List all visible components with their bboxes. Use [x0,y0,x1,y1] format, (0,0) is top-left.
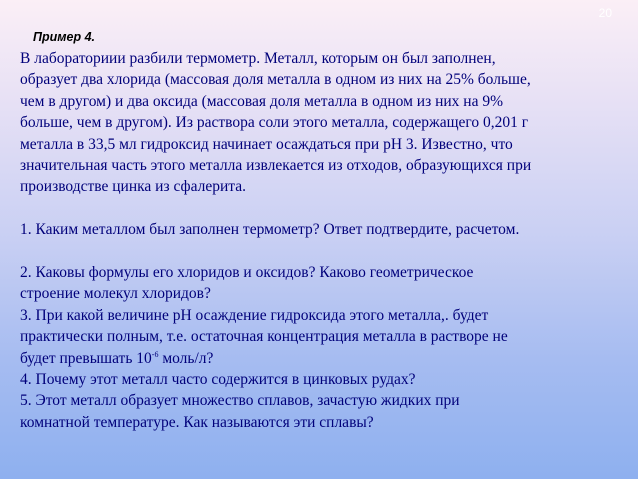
problem-line-2: образует два хлорида (массовая доля металла в одном из них на 25% больше, [20,71,531,89]
spacer [20,198,632,219]
slide-body [20,48,632,433]
question-1: 1. Каким металлом был заполнен термометр? Ответ подтвердите, расчетом. [20,221,520,239]
problem-line-3: чем в другом) и два оксида (массовая доля металла в одном из них на 9% [20,92,503,110]
question-3-line-2: практически полным, т.е. остаточная концентрация металла в растворе не [20,328,508,346]
q3-text-after: моль/л? [158,349,214,367]
example-heading: Пример 4. [33,30,95,44]
question-5-line-1: 5. Этот металл образует множество сплавов, зачастую жидких при [20,392,460,410]
question-4: 4. Почему этот металл часто содержится в цинковых рудах? [20,371,416,389]
q3-text-before: будет превышать 10 [20,349,152,367]
question-3-line-1: 3. При какой величине рН осаждение гидроксида этого металла,. будет [20,306,489,324]
question-5-line-2: комнатной температуре. Как называются эти сплавы? [20,413,374,431]
spacer [20,241,632,262]
question-2-line-1: 2. Каковы формулы его хлоридов и оксидов? Каково геометрическое [20,264,474,282]
question-2-line-2: строение молекул хлоридов? [20,285,211,303]
problem-line-7: производстве цинка из сфалерита. [20,178,246,196]
problem-line-5: металла в 33,5 мл гидроксид начинает осаждаться при рН 3. Известно, что [20,135,513,153]
slide-number: 20 [598,6,612,20]
problem-line-1: В лабораториии разбили термометр. Металл, которым он был заполнен, [20,50,496,67]
question-3-line-3 [20,348,632,369]
q3-exponent: -6 [151,349,159,359]
problem-line-6: значительная часть этого металла извлекается из отходов, образующихся при [20,157,532,175]
problem-line-4: больше, чем в другом). Из раствора соли этого металла, содержащего 0,201 г [20,114,529,132]
